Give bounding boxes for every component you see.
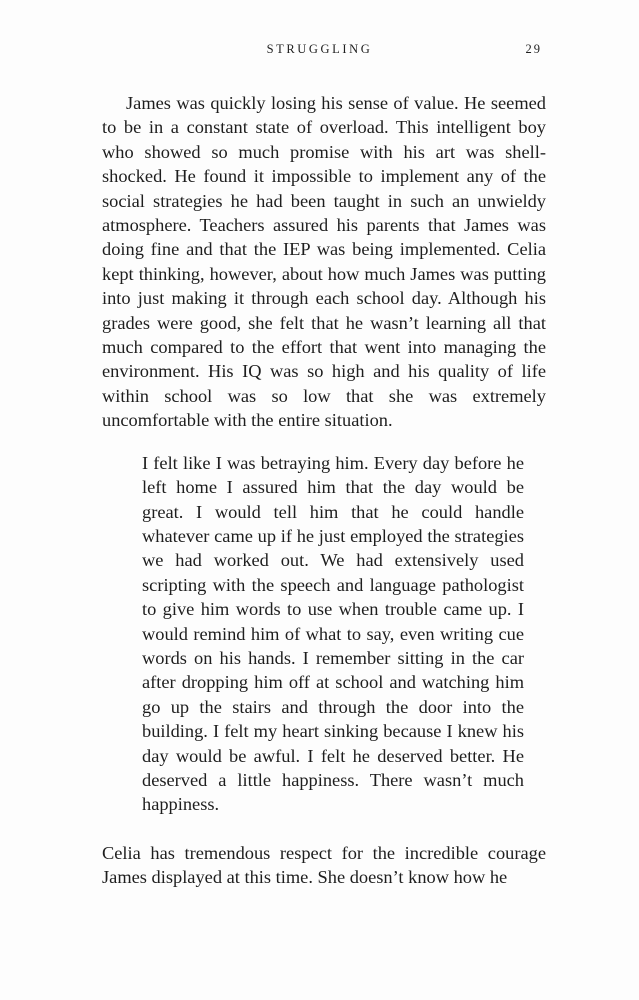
block-quote: I felt like I was betraying him. Every day before he left home I assured him that the day would be great. I would tell him that he could handle whatever came up if he just employed the strategies we had worked out. We had extensively used scripting with the speech and language pathologist to give him words to use when trouble came up. I would remind him of what to say, even writing cue words on his hands. I remember sitting in the car after dropping him off at school and watching him go up the stairs and through the door into the building. I felt my heart sinking because I knew his day would be awful. I felt he deserved better. He deserved a little happiness. There wasn’t much happiness. bbox=[142, 452, 524, 815]
page-number: 29 bbox=[525, 42, 542, 56]
paragraph: Celia has tremendous respect for the incredible courage James displayed at this time. She doesn’t know how he bbox=[102, 842, 546, 888]
paragraph: James was quickly losing his sense of value. He seemed to be in a constant state of overload. This intelligent boy who showed so much promise with his art was shell-shocked. He found it impossible to implement any of the social strategies he had been taught in such an unwieldy atmosphere. Teachers assured his parents that James was doing fine and that the IEP was being implemented. Celia kept thinking, however, about how much James was putting into just making it through each school day. Although his grades were good, she felt that he wasn’t learning all that much compared to the effort that went into managing the environment. His IQ was so high and his quality of life within school was so low that she was extremely uncomfortable with the entire situation. bbox=[102, 93, 546, 431]
running-head bbox=[0, 42, 639, 62]
running-title: STRUGGLING bbox=[266, 42, 373, 56]
body-text bbox=[102, 91, 546, 890]
